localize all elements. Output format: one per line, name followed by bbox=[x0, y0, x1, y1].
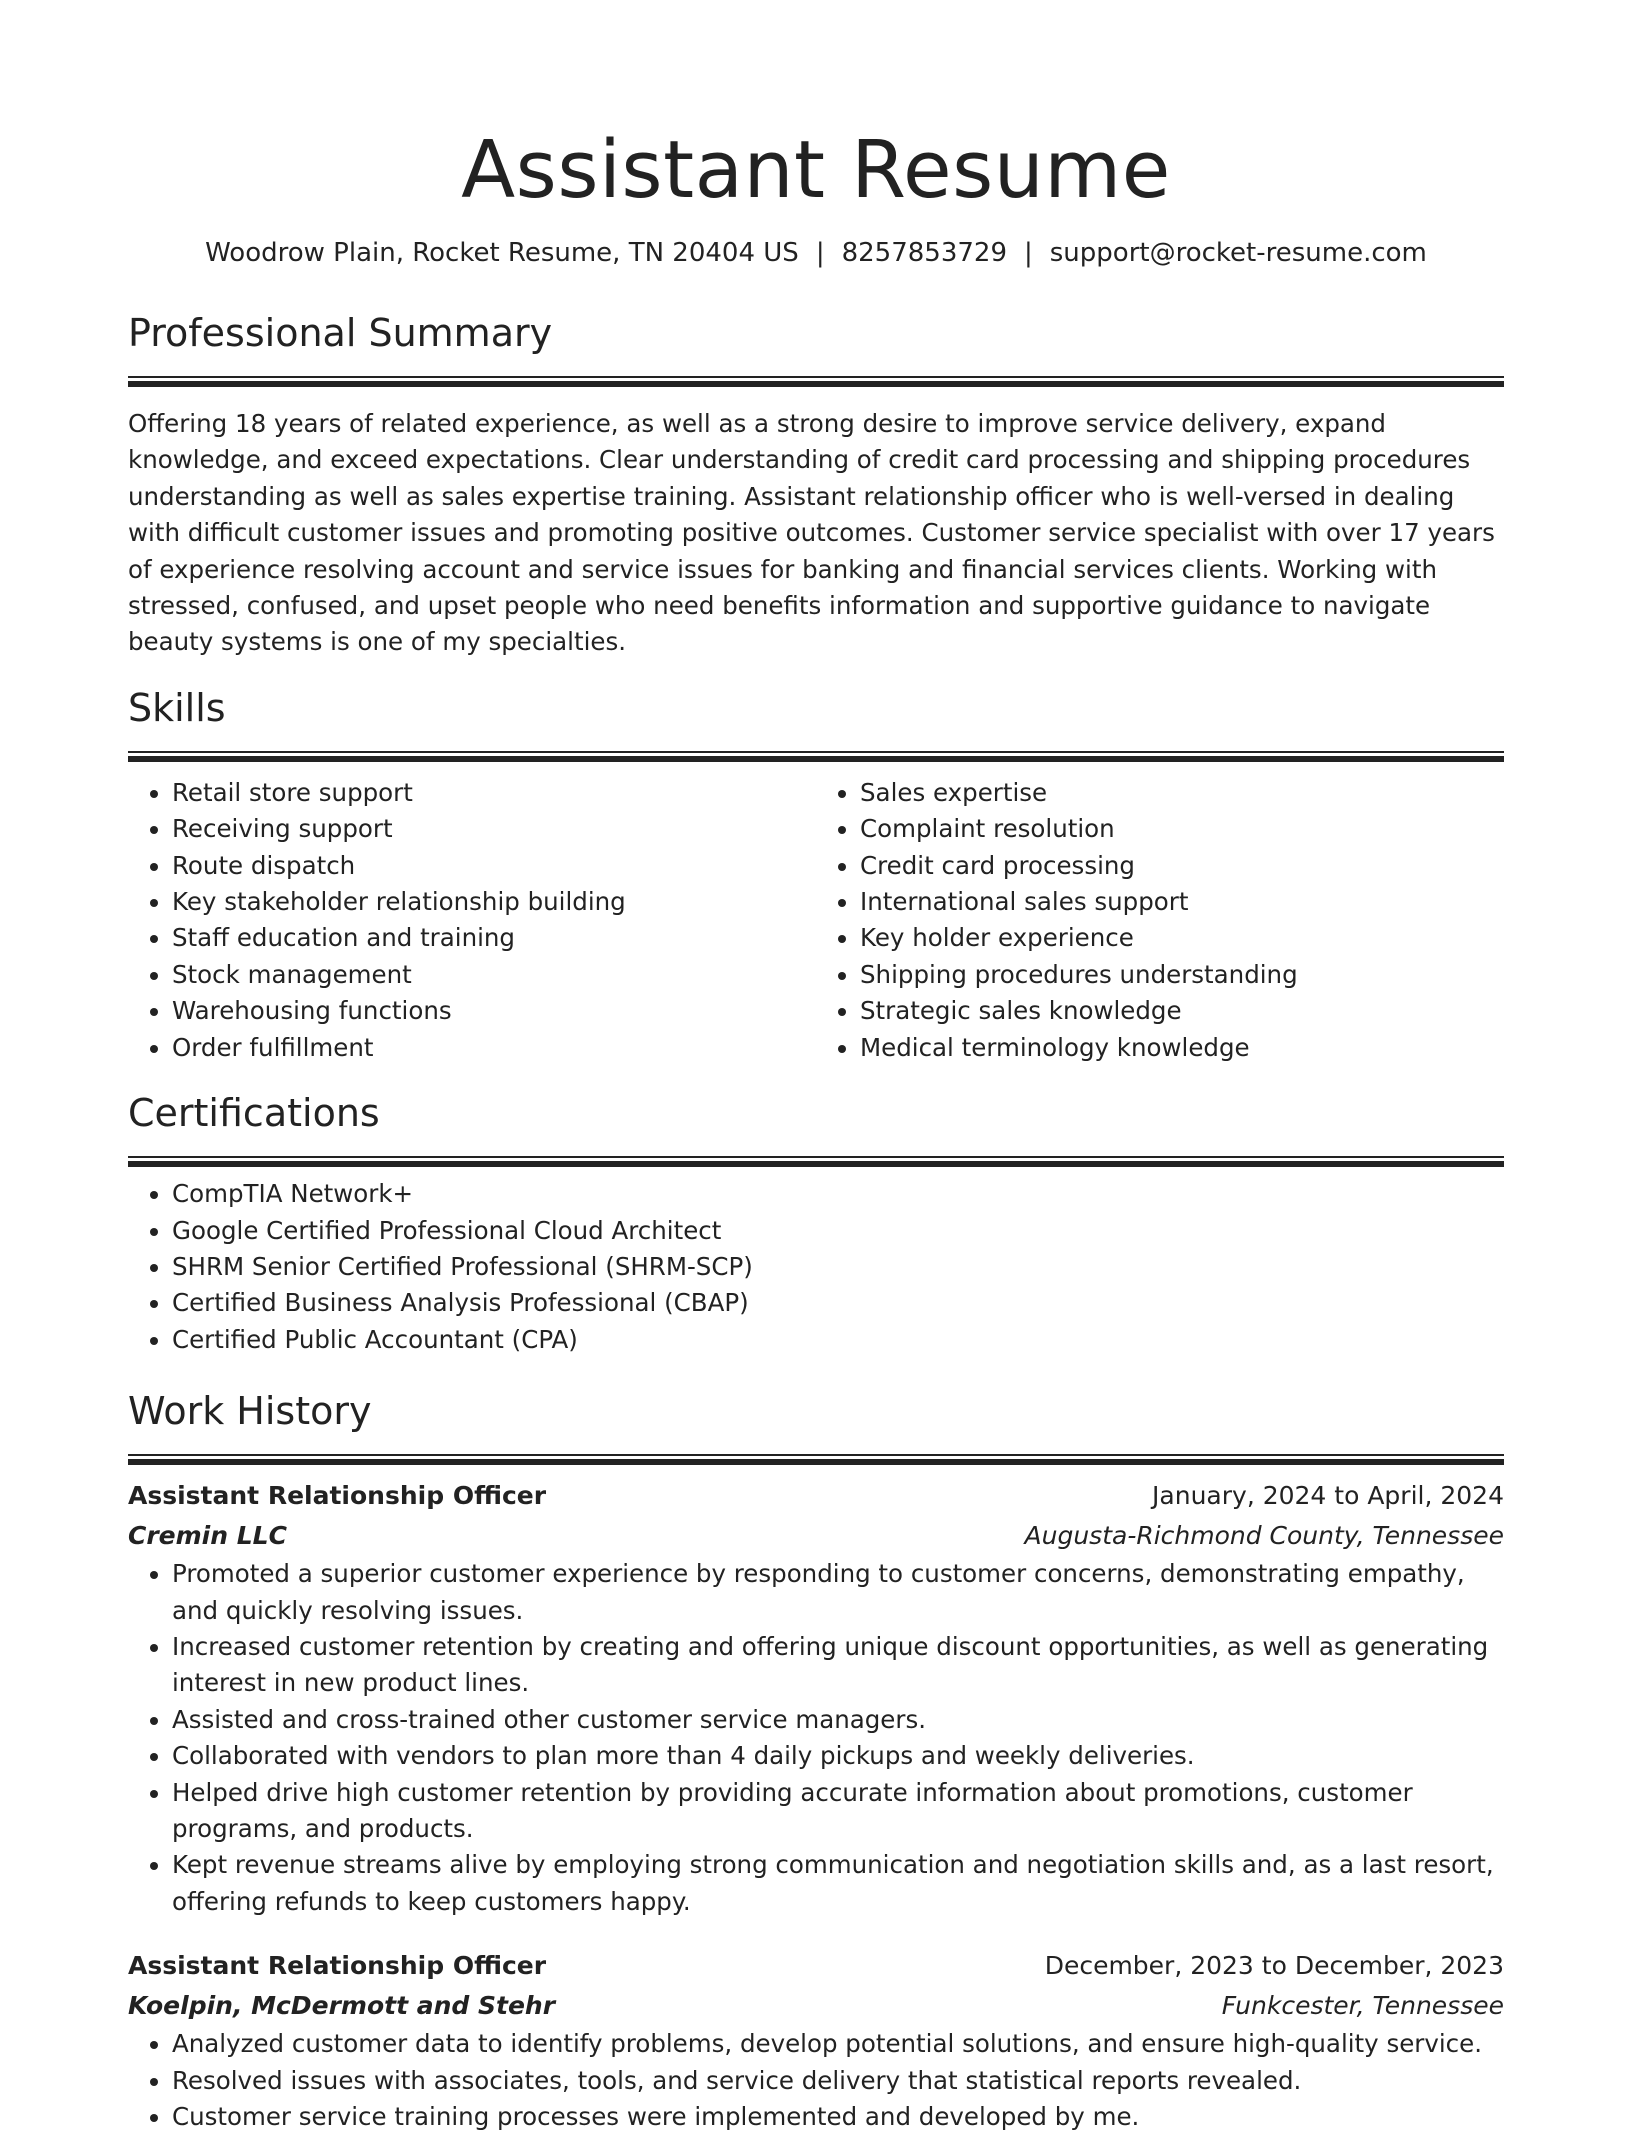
job-company: Koelpin, McDermott and Stehr bbox=[128, 1991, 556, 2021]
job-bullet: • Helped drive high customer retention by providing accurate information about promotions, customer programs, and products. bbox=[172, 1775, 1504, 1848]
skill-item: • Medical terminology knowledge bbox=[860, 1030, 1504, 1066]
job-dates: January, 2024 to April, 2024 bbox=[1152, 1481, 1504, 1511]
job-location: Funkcester, Tennessee bbox=[1221, 1991, 1504, 2021]
certifications-section bbox=[128, 1088, 1504, 1358]
job-company: Cremin LLC bbox=[128, 1521, 287, 1551]
skill-item: • Staff education and training bbox=[172, 920, 816, 956]
skill-item: • International sales support bbox=[860, 884, 1504, 920]
job-title: Assistant Relationship Officer bbox=[128, 1481, 547, 1511]
certification-item: • SHRM Senior Certified Professional (SHRM-SCP) bbox=[172, 1249, 1504, 1285]
skill-item: • Order fulfillment bbox=[172, 1030, 816, 1066]
job-bullet: • Promoted a superior customer experience by responding to customer concerns, demonstrating empathy, and quickly resolving issues. bbox=[172, 1556, 1504, 1629]
job-bullets bbox=[128, 2026, 1504, 2135]
skill-item: • Shipping procedures understanding bbox=[860, 957, 1504, 993]
summary-section bbox=[128, 308, 1504, 661]
contact-email: support@rocket-resume.com bbox=[1049, 238, 1427, 268]
job-header bbox=[128, 1476, 1504, 1516]
skill-item: • Sales expertise bbox=[860, 775, 1504, 811]
skill-item: • Complaint resolution bbox=[860, 811, 1504, 847]
certification-item: • CompTIA Network+ bbox=[172, 1176, 1504, 1212]
job-bullet: • Resolved issues with associates, tools, and service delivery that statistical reports revealed. bbox=[172, 2063, 1504, 2099]
work-history-heading: Work History bbox=[128, 1389, 372, 1434]
job-header bbox=[128, 1946, 1504, 1986]
job-subheader bbox=[128, 1516, 1504, 1556]
certification-item: • Google Certified Professional Cloud Architect bbox=[172, 1213, 1504, 1249]
skills-list-left bbox=[128, 775, 816, 1066]
skill-item: • Stock management bbox=[172, 957, 816, 993]
skills-list-right bbox=[816, 775, 1504, 1066]
skill-item: • Strategic sales knowledge bbox=[860, 993, 1504, 1029]
certification-item: • Certified Public Accountant (CPA) bbox=[172, 1322, 1504, 1358]
job-entry bbox=[128, 1476, 1504, 1920]
skill-item: • Credit card processing bbox=[860, 848, 1504, 884]
contact-separator: | bbox=[1024, 238, 1033, 268]
job-subheader bbox=[128, 1986, 1504, 2026]
skill-item: • Receiving support bbox=[172, 811, 816, 847]
job-location: Augusta-Richmond County, Tennessee bbox=[1024, 1521, 1504, 1551]
work-history-section bbox=[128, 1386, 1504, 2135]
certification-item: • Certified Business Analysis Professional (CBAP) bbox=[172, 1285, 1504, 1321]
contact-address: Woodrow Plain, Rocket Resume, TN 20404 US bbox=[205, 238, 799, 268]
job-bullet: • Analyzed customer data to identify problems, develop potential solutions, and ensure high-quality service. bbox=[172, 2026, 1504, 2062]
contact-line bbox=[128, 236, 1504, 270]
job-dates: December, 2023 to December, 2023 bbox=[1044, 1951, 1504, 1981]
skills-section bbox=[128, 683, 1504, 1066]
skills-grid bbox=[128, 775, 1504, 1066]
job-bullet: • Assisted and cross-trained other customer service managers. bbox=[172, 1702, 1504, 1738]
summary-heading: Professional Summary bbox=[128, 311, 553, 355]
skill-item: • Key holder experience bbox=[860, 920, 1504, 956]
job-entry bbox=[128, 1946, 1504, 2135]
skills-heading: Skills bbox=[128, 685, 226, 730]
job-bullet: • Collaborated with vendors to plan more than 4 daily pickups and weekly deliveries. bbox=[172, 1738, 1504, 1774]
skill-item: • Warehousing functions bbox=[172, 993, 816, 1029]
resume-title: Assistant Resume bbox=[461, 124, 1171, 216]
skill-item: • Key stakeholder relationship building bbox=[172, 884, 816, 920]
section-divider bbox=[128, 751, 1504, 753]
job-bullet: • Customer service training processes were implemented and developed by me. bbox=[172, 2099, 1504, 2135]
job-title: Assistant Relationship Officer bbox=[128, 1951, 547, 1981]
skill-item: • Route dispatch bbox=[172, 848, 816, 884]
section-divider bbox=[128, 1454, 1504, 1456]
job-bullet: • Increased customer retention by creating and offering unique discount opportunities, as well as generating interest in new product lines. bbox=[172, 1629, 1504, 1702]
contact-phone: 8257853729 bbox=[841, 238, 1007, 268]
section-divider bbox=[128, 376, 1504, 378]
section-divider bbox=[128, 1156, 1504, 1158]
certifications-heading: Certifications bbox=[128, 1091, 380, 1136]
skill-item: • Retail store support bbox=[172, 775, 816, 811]
contact-separator: | bbox=[815, 238, 825, 268]
job-bullets bbox=[128, 1556, 1504, 1920]
job-bullet: • Kept revenue streams alive by employing strong communication and negotiation skills and, as a last resort, offering refunds to keep customers happy. bbox=[172, 1847, 1504, 1920]
certifications-list bbox=[128, 1176, 1504, 1358]
summary-text: Offering 18 years of related experience, as well as a strong desire to improve service delivery, expand knowledge, and exceed expectations. Clear understanding of credit card processing and shipping procedures understanding as well as sales expertise training. Assistant relationship officer who is well-versed in dealing with difficult customer issues and promoting positive outcomes. Customer service specialist with over 17 years of experience resolving account and service issues for banking and financial services clients. Working with stressed, confused, and upset people who need benefits information and supportive guidance to navigate beauty systems is one of my specialties. bbox=[128, 409, 1495, 657]
